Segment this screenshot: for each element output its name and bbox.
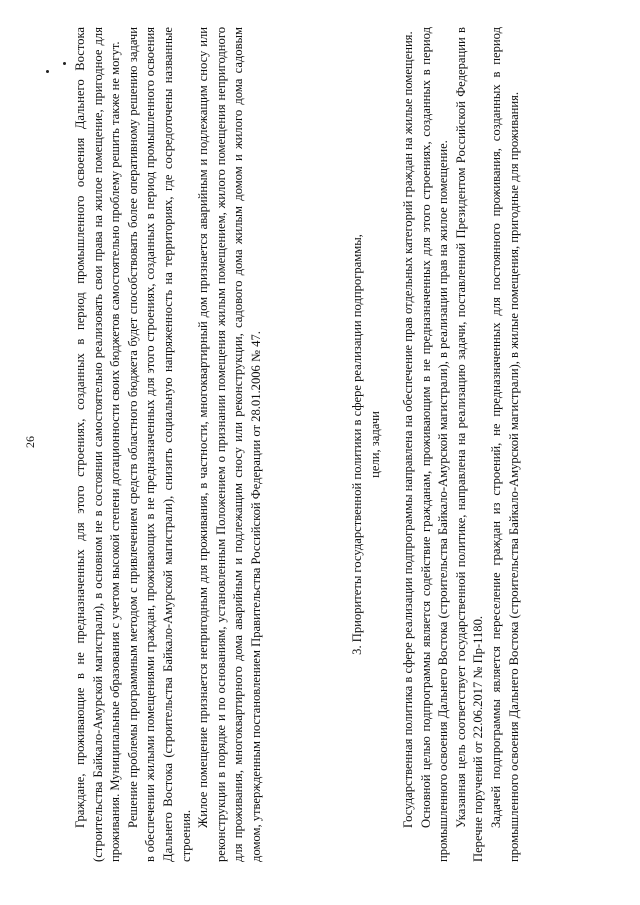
page-number: 26 (23, 436, 37, 448)
section-2-text (400, 27, 523, 862)
section-heading-line-2: цели, задачи (367, 411, 382, 478)
rotated-text-block (23, 27, 592, 862)
paragraph: Задачей подпрограммы является переселение граждан из строений, не предназначенных для постоянного проживания, созданных в период промышленного освоения Дальнего Востока (строительства Байкало-Амурской магистрали), в жилые помещения, пригодные для проживания. (488, 27, 521, 862)
paragraph: Основной целью подпрограммы является содействие гражданам, проживающим в не предназначенных для этого строениях, созданных в период промышленного освоения Дальнего Востока (строительства Байкало-Амурской магистрали), в реализации прав на жилое помещение. (418, 27, 451, 862)
paragraph: Решение проблемы программным методом с привлечением средств областного бюджета будет способствовать более оперативному решению задачи в обеспечении жилыми помещениями граждан, проживающих в не предназначенных для этого строениях, созданных в период промышленного освоения Дальнего Востока (строительства Байкало-Амурской магистрали), снизить социальную напряженность на территориях, где сосредоточены названные строения. (125, 27, 193, 862)
section-heading-line-1: 3. Приоритеты государственной политики в сфере реализации подпрограммы, (350, 234, 364, 655)
section-heading (349, 27, 384, 862)
paragraph: Граждане, проживающие в не предназначенных для этого строениях, созданных в период промышленного освоения Дальнего Востока (строительства Байкало-Амурской магистрали), в основном не в состоянии самостоятельно реализовать свои права на жилое помещение, пригодное для проживания. Муниципальные образования с учетом высокой степени дотационности своих бюджетов самостоятельно проблему решить также не могут. (73, 27, 123, 862)
scan-speck (46, 70, 49, 73)
section-1-text (72, 27, 266, 862)
scan-speck (63, 62, 66, 65)
paragraph: Государственная политика в сфере реализации подпрограммы направлена на обеспечение прав отдельных категорий граждан на жилые помещения. (401, 31, 415, 828)
paragraph: Жилое помещение признается непригодным для проживания, в частности, многоквартирный дом признается аварийным и подлежащим сносу или реконструкции в порядке и по основаниям, установленным Положением о признании помещения жилым помещением, жилого помещения непригодного для проживания, многоквартирного дома аварийным и подлежащим сносу или реконструкции, садового дома жилым домом и жилого дома садовым домом, утвержденным постановлением Правительства Российской Федерации от 28.01.2006 № 47. (196, 27, 263, 862)
paragraph: Указанная цель соответствует государственной политике, направлена на реализацию задачи, поставленной Президентом Российской Федерации в Перечне поручений от 22.06.2017 № Пр-1180. (453, 27, 486, 862)
